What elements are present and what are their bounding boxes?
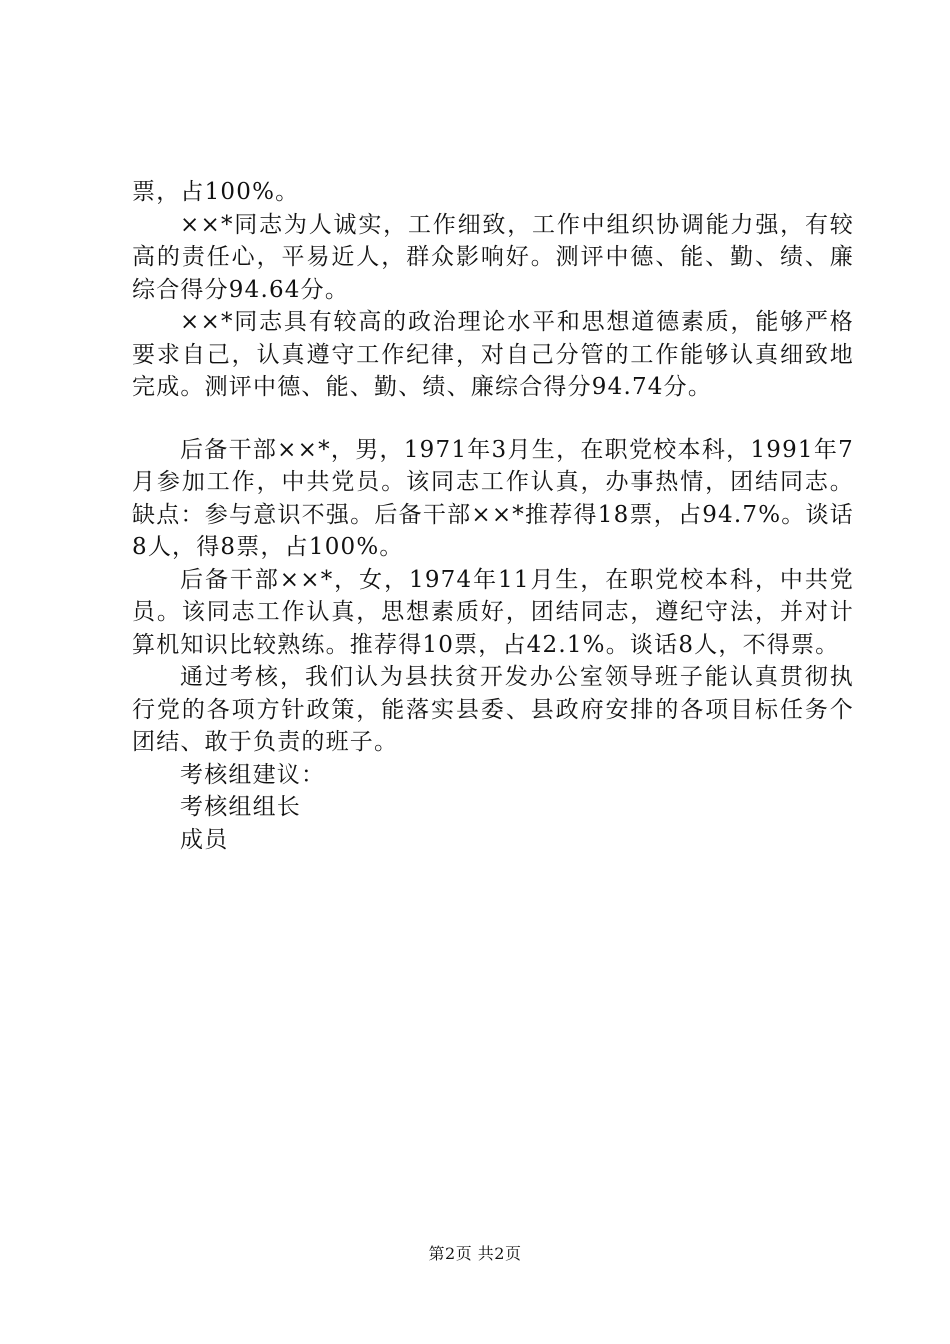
paragraph-suggestion-label: 考核组建议： xyxy=(180,761,326,788)
paragraph-evaluation-1: ××*同志为人诚实，工作细致，工作中组织协调能力强，有较高的责任心，平易近人，群众影响好。测评中德、能、勤、绩、廉综合得分94.64分。 xyxy=(132,211,854,303)
paragraph-team-leader: 考核组组长 xyxy=(180,794,301,820)
paragraph-vote-continuation: 票，占100%。 xyxy=(132,179,300,205)
paragraph-members: 成员 xyxy=(180,826,229,853)
paragraph-spacer xyxy=(132,404,854,434)
paragraph-conclusion: 通过考核，我们认为县扶贫开发办公室领导班子能认真贯彻执行党的各项方针政策，能落实县委、县政府安排的各项目标任务个团结、敢于负责的班子。 xyxy=(132,664,854,755)
paragraph-evaluation-2: ××*同志具有较高的政治理论水平和思想道德素质，能够严格要求自己，认真遵守工作纪律，对自己分管的工作能够认真细致地完成。测评中德、能、勤、绩、廉综合得分94.74分。 xyxy=(132,309,854,400)
document-body xyxy=(132,176,854,856)
paragraph-reserve-cadre-male: 后备干部××*，男，1971年3月生，在职党校本科，1991年7月参加工作，中共党员。该同志工作认真，办事热情，团结同志。缺点：参与意识不强。后备干部××*推荐得18票，占94.7%。谈话8人，得8票，占100%。 xyxy=(132,436,854,560)
paragraph-reserve-cadre-female: 后备干部××*，女，1974年11月生，在职党校本科，中共党员。该同志工作认真，思想素质好，团结同志，遵纪守法，并对计算机知识比较熟练。推荐得10票，占42.1%。谈话8人，不得票。 xyxy=(132,566,854,658)
page-number-footer: 第2页 共2页 xyxy=(428,1244,522,1263)
